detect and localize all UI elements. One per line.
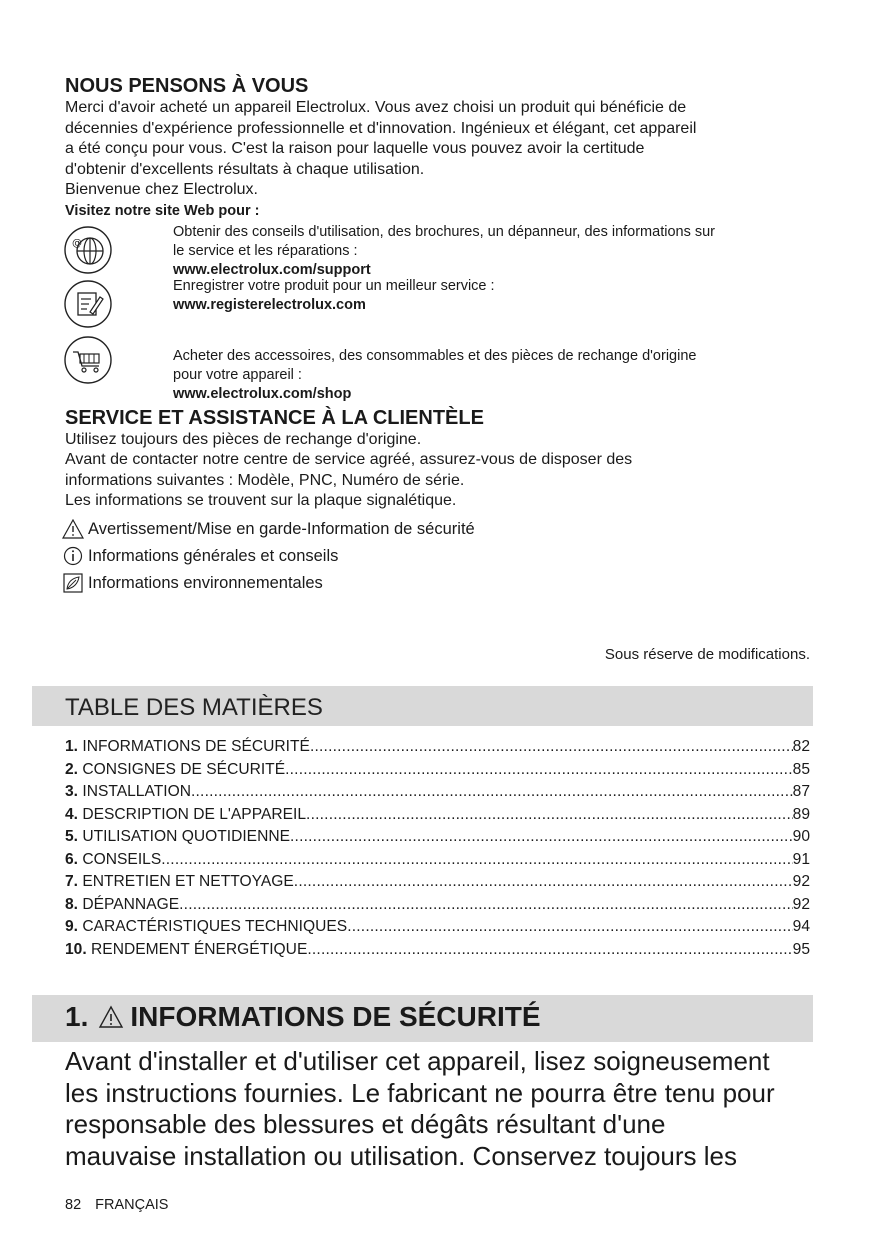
- legend-warning: [61, 516, 813, 543]
- section-number: 1.: [65, 1001, 89, 1032]
- intro-line: les instructions fournies. Le fabricant ne pourra être tenu pour: [65, 1077, 775, 1108]
- service-line: Utilisez toujours des pièces de rechange d'origine.: [65, 430, 422, 448]
- service-line: Les informations se trouvent sur la plaque signalétique.: [65, 492, 457, 509]
- toc-item[interactable]: 9. CARACTÉRISTIQUES TECHNIQUES ..... 94: [65, 916, 810, 939]
- shopping-cart-icon: [63, 335, 113, 385]
- info-circle-icon: [61, 545, 85, 567]
- intro-line: Avant d'installer et d'utiliser cet appareil, lisez soigneusement: [65, 1046, 770, 1076]
- toc-item[interactable]: 3. INSTALLATION ..... 87: [65, 781, 810, 804]
- section-heading: [65, 1001, 541, 1033]
- shop-link[interactable]: www.electrolux.com/shop: [173, 385, 352, 402]
- toc-title: TABLE DES MATIÈRES: [65, 694, 323, 721]
- warning-triangle-icon: [98, 1005, 124, 1029]
- welcome-line: d'obtenir d'excellents résultats à chaque utilisation.: [65, 160, 425, 178]
- toc-item[interactable]: 2. CONSIGNES DE SÉCURITÉ ..... 85: [65, 759, 810, 782]
- safety-intro: [65, 1046, 815, 1172]
- service-line: Avant de contacter notre centre de service agréé, assurez-vous de disposer des: [65, 451, 633, 468]
- legend-text: Avertissement/Mise en garde-Information de sécurité: [88, 519, 475, 538]
- toc-item[interactable]: 10. RENDEMENT ÉNERGÉTIQUE ..... 95: [65, 939, 810, 962]
- link-text: Enregistrer votre produit pour un meilleur service :: [173, 277, 495, 294]
- page-number: 82: [65, 1197, 82, 1213]
- environment-leaf-icon: [61, 572, 85, 594]
- toc-item[interactable]: 7. ENTRETIEN ET NETTOYAGE ..... 92: [65, 871, 810, 894]
- service-line: informations suivantes : Modèle, PNC, Numéro de série.: [65, 471, 465, 489]
- register-link[interactable]: www.registerelectrolux.com: [173, 296, 366, 313]
- section-title: INFORMATIONS DE SÉCURITÉ: [130, 1001, 541, 1032]
- welcome-heading: NOUS PENSONS À VOUS: [65, 75, 309, 97]
- link-text: pour votre appareil :: [173, 366, 302, 383]
- legend-text: Informations environnementales: [88, 573, 323, 592]
- register-notepad-icon: [63, 279, 113, 329]
- toc-item[interactable]: 5. UTILISATION QUOTIDIENNE ..... 90: [65, 826, 810, 849]
- link-item-support: [65, 223, 813, 277]
- link-text: Obtenir des conseils d'utilisation, des brochures, un dépanneur, des informations sur: [173, 223, 715, 240]
- footer-language: FRANÇAIS: [95, 1197, 169, 1213]
- legend-environment: [61, 570, 813, 597]
- table-of-contents: [65, 736, 810, 961]
- toc-item[interactable]: 8. DÉPANNAGE ..... 92: [65, 894, 810, 917]
- visit-label: Visitez notre site Web pour :: [65, 202, 260, 219]
- changes-note: Sous réserve de modifications.: [604, 646, 810, 663]
- welcome-section: [65, 74, 813, 597]
- welcome-line: a été conçu pour vous. C'est la raison pour laquelle vous pouvez avoir la certitude: [65, 140, 645, 157]
- svg-text:@: @: [72, 237, 82, 249]
- section-heading-band: [32, 995, 813, 1042]
- service-heading: SERVICE ET ASSISTANCE À LA CLIENTÈLE: [65, 406, 484, 429]
- toc-title-band: [32, 686, 813, 726]
- welcome-line: décennies d'expérience professionnelle et d'innovation. Ingénieux et élégant, cet appareil: [65, 119, 697, 137]
- intro-line: mauvaise installation ou utilisation. Conservez toujours les: [65, 1140, 738, 1171]
- toc-item[interactable]: 1. INFORMATIONS DE SÉCURITÉ ..... 82: [65, 736, 810, 759]
- link-item-register: [65, 277, 813, 339]
- web-globe-icon: [63, 225, 113, 275]
- intro-line: responsable des blessures et dégâts résultant d'une: [65, 1109, 666, 1139]
- link-text: le service et les réparations :: [173, 242, 358, 259]
- warning-triangle-icon: [61, 518, 85, 540]
- welcome-line: Bienvenue chez Electrolux.: [65, 181, 258, 198]
- page-footer: [65, 1197, 168, 1213]
- toc-item[interactable]: 4. DESCRIPTION DE L'APPAREIL ..... 89: [65, 804, 810, 827]
- legend-text: Informations générales et conseils: [88, 546, 339, 565]
- support-link[interactable]: www.electrolux.com/support: [173, 261, 371, 278]
- links-list: [65, 223, 813, 402]
- welcome-line: Merci d'avoir acheté un appareil Electrolux. Vous avez choisi un produit qui bénéficie de: [65, 99, 687, 116]
- link-text: Acheter des accessoires, des consommables et des pièces de rechange d'origine: [173, 347, 697, 364]
- legend-info: [61, 543, 813, 570]
- link-item-shop: [65, 339, 813, 402]
- toc-item[interactable]: 6. CONSEILS ..... 91: [65, 849, 810, 872]
